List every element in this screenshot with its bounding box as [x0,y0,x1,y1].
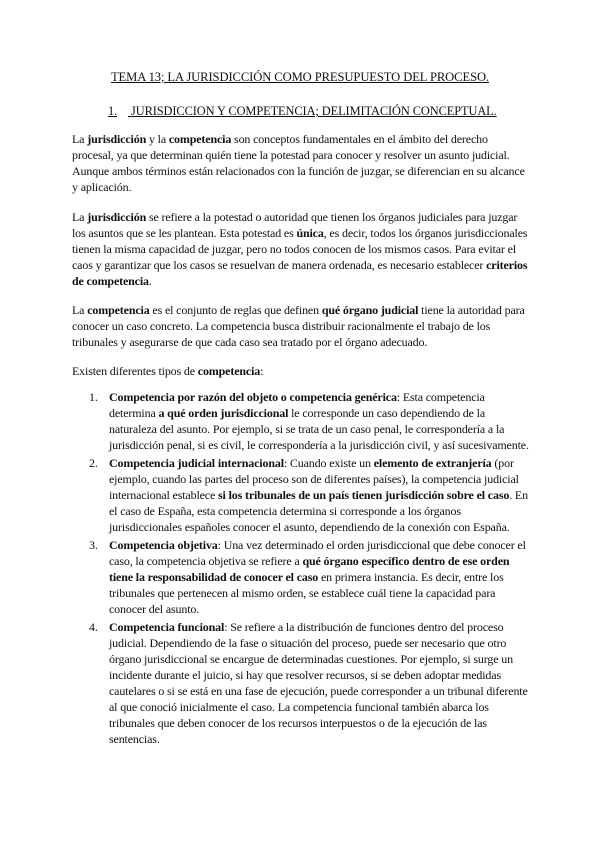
section-number: 1. [108,104,118,118]
section-heading-text: JURISDICCION Y COMPETENCIA; DELIMITACIÓN CONCEPTUAL. [131,104,497,118]
text-run: : Se refiere a la distribución de funciones dentro del proceso judicial. Dependiendo de la fase o situación del proceso, puede ser necesario que otro órgano jurisdiccional se encargue de determinadas cuestiones. Por ejemplo, si surge un incidente durante el juicio, si hay que resolver recursos, si se deben adoptar medidas cautelares o si se está en una fase de ejecución, puede corresponder a un tribunal diferente al que conoció inicialmente el caso. La competencia funcional también abarca los tribunales que deben conocer de los recursos interpuestos o de la ejecución de las sentencias. [109,620,528,746]
list-marker: 1. [89,390,98,404]
text-run: se refiere a la potestad o autoridad que tienen los órganos judiciales para juzgar los asuntos que se les plantean. Esta potestad es [72,210,518,240]
bold-term: qué órgano específico dentro de ese orden tiene la responsabilidad de conocer el caso [109,554,510,584]
bold-term: Competencia funcional [109,620,225,634]
list-item [72,389,532,453]
text-run: y la [146,132,169,146]
section-heading [108,104,548,119]
bold-term: jurisdicción [87,132,147,146]
text-run: : Cuando existe un [283,456,374,470]
list-item [72,537,532,617]
text-run: La [72,132,88,146]
bold-term: a qué orden jurisdiccional [158,406,289,420]
list-marker: 4. [89,620,98,634]
text-run: La [72,210,88,224]
bold-term: competencia [168,132,232,146]
paragraph-intro [72,131,532,195]
text-run: : [260,364,264,378]
list-item [72,455,532,535]
competencia-types-list [72,389,532,749]
list-marker: 3. [89,538,98,552]
bold-term: Competencia por razón del objeto o competencia genérica [109,390,397,404]
bold-term: qué órgano judicial [321,303,419,317]
text-run: : Una vez determinado el orden jurisdiccional que debe conocer el caso, la competencia objetiva se refiere a [109,538,526,568]
text-run: Existen diferentes tipos de [72,364,198,378]
bold-term: si los tribunales de un país tienen jurisdicción sobre el caso [218,488,510,502]
bold-term: jurisdicción [87,210,147,224]
bold-term: Competencia objetiva [109,538,218,552]
text-run: (por ejemplo, cuando las partes del proceso son de diferentes países), la competencia judicial internacional establece [109,456,519,502]
text-run: . [148,274,152,288]
paragraph-competencia [72,302,532,350]
list-item [72,619,532,747]
text-run: La [72,303,88,317]
text-run: : Esta competencia determina [109,390,485,420]
text-run: le corresponde un caso dependiendo de la naturaleza del asunto. Por ejemplo, si se trata de un caso penal, le correspondería a la jurisdicción penal, si es civil, le correspondería a la jurisdicción civil, y así sucesivamente. [109,406,529,452]
bold-term: única [296,226,324,240]
list-marker: 2. [89,456,98,470]
bold-term: criterios de competencia [72,258,528,288]
paragraph-jurisdiccion [72,209,532,289]
bold-term: Competencia judicial internacional [109,456,284,470]
text-run: son conceptos fundamentales en el ámbito del derecho procesal, ya que determinan quién tiene la potestad para conocer y resolver un asunto judicial. Aunque ambos términos están relacionados con la función de juzgar, se diferencian en su alcance y aplicación. [72,132,525,194]
text-run: , es decir, todos los órganos jurisdiccionales tienen la misma capacidad de juzgar, pero no todos conocen de los mismos casos. Para evitar el caos y garantizar que los casos se resuelvan de manera ordenada, es necesario establecer [72,226,528,272]
paragraph-tipos [72,363,532,379]
text-run: . En el caso de España, esta competencia determina si corresponde a los órganos jurisdiccionales españoles conocer el asunto, dependiendo de la conexión con España. [109,488,528,534]
text-run: en primera instancia. Es decir, entre los tribunales que pertenecen al mismo orden, se establece cuál tiene la capacidad para conocer del asunto. [109,570,504,616]
text-run: es el conjunto de reglas que definen [149,303,322,317]
text-run: tiene la autoridad para conocer un caso concreto. La competencia busca distribuir racionalmente el trabajo de los tribunales y asegurarse de que cada caso sea tratado por el órgano adecuado. [72,303,525,349]
bold-term: competencia [197,364,261,378]
document-title: TEMA 13; LA JURISDICCIÓN COMO PRESUPUESTO DEL PROCESO. [110,70,490,84]
bold-term: competencia [87,303,150,317]
bold-term: elemento de extranjería [373,456,492,470]
